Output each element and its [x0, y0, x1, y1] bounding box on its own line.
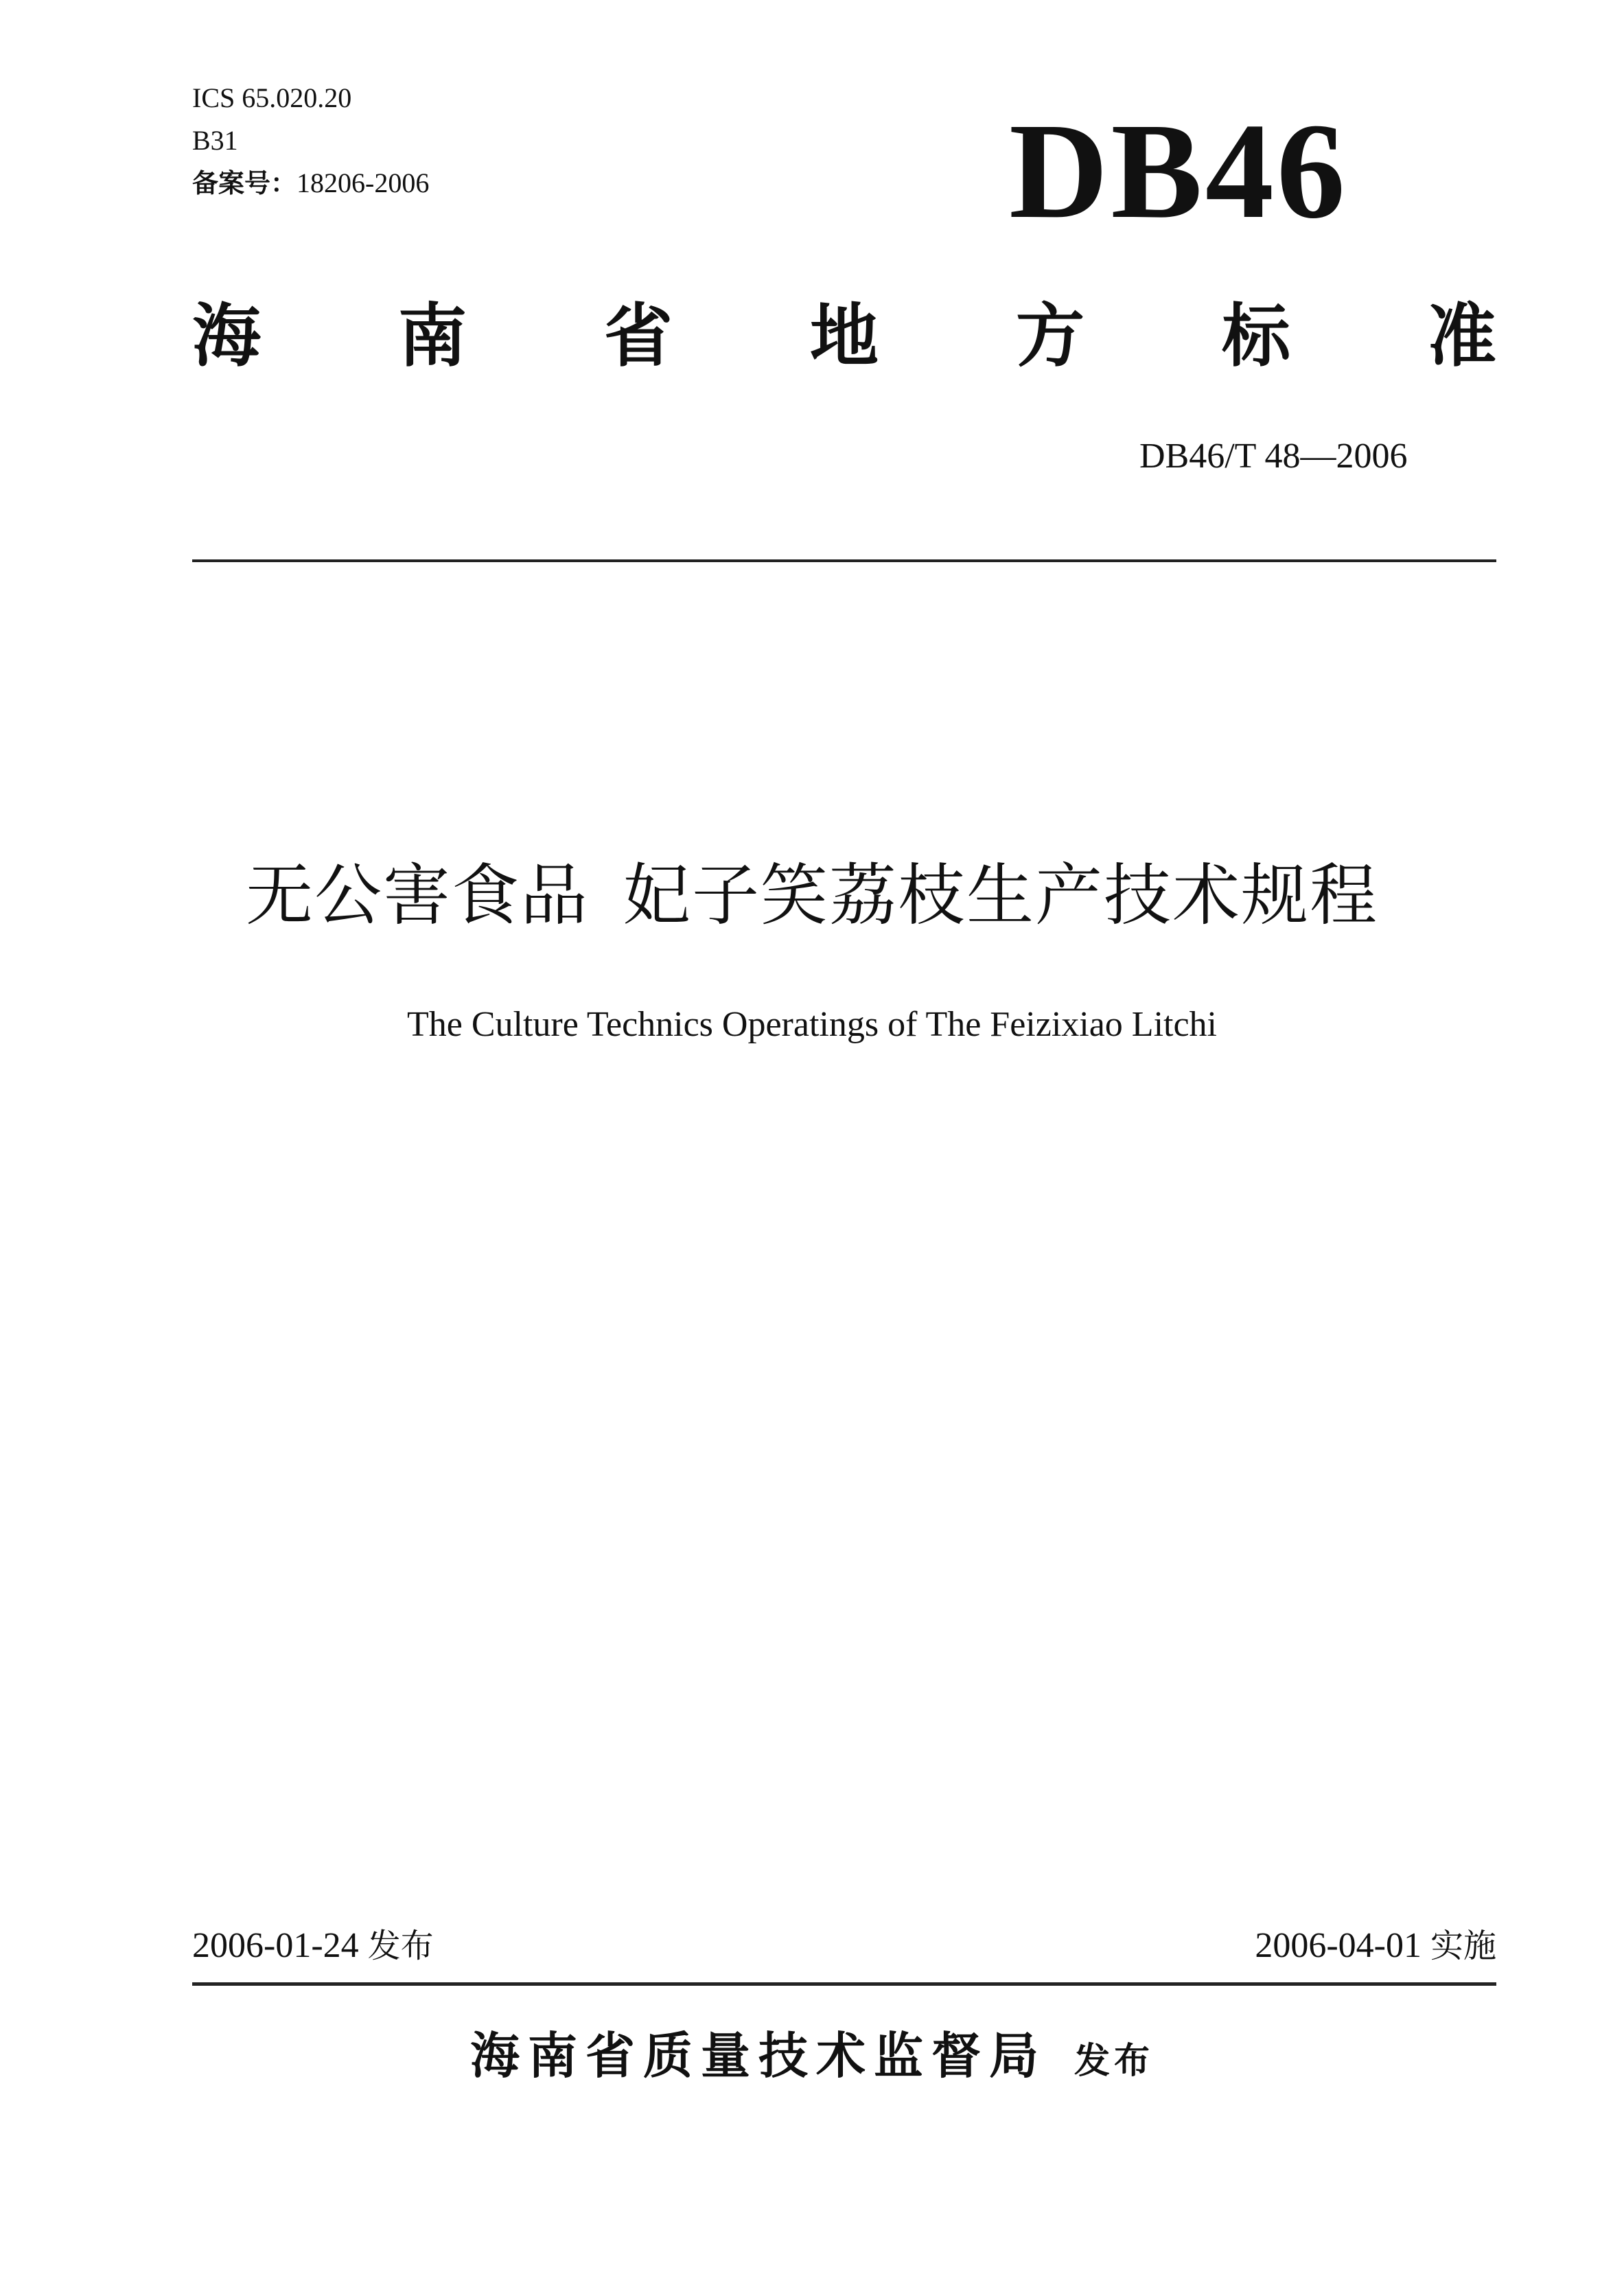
title-english: The Culture Technics Operatings of The Feizixiao Litchi	[406, 1005, 1217, 1044]
standard-type-char: 准	[1428, 296, 1496, 376]
standard-type-char: 南	[398, 296, 467, 376]
issue-date-line	[192, 1922, 434, 1970]
standard-type-char: 地	[810, 296, 879, 376]
filing-number-line	[192, 162, 429, 205]
category-code: B31	[192, 125, 238, 156]
implement-date: 2006-04-01	[1255, 1926, 1422, 1965]
title-chinese	[0, 851, 1624, 940]
standard-type-heading	[192, 295, 1496, 378]
ics-code: ICS 65.020.20	[192, 82, 352, 113]
issue-date: 2006-01-24	[192, 1926, 359, 1965]
top-divider	[192, 559, 1496, 562]
filing-label: 备案号：	[192, 168, 297, 198]
standard-code: DB46	[1009, 95, 1348, 247]
standard-type-char: 省	[604, 296, 673, 376]
issue-label: 发布	[367, 1927, 434, 1965]
publisher-line	[0, 2018, 1624, 2099]
publisher-name: 海南省质量技术监督局	[469, 2027, 1047, 2085]
bottom-divider	[192, 1982, 1496, 1986]
standard-type-char: 标	[1222, 296, 1290, 376]
publisher-suffix: 发布	[1074, 2041, 1155, 2082]
title-chinese-part2: 妃子笑荔枝生产技术规程	[623, 857, 1379, 935]
standard-type-char: 海	[192, 296, 261, 376]
standard-type-char: 方	[1016, 296, 1084, 376]
implement-label: 实施	[1430, 1927, 1496, 1965]
standard-number: DB46/T 48—2006	[1139, 437, 1408, 476]
filing-number: 18206-2006	[297, 167, 430, 198]
implement-date-line	[1255, 1922, 1496, 1970]
title-chinese-part1: 无公害食品	[245, 857, 589, 935]
classification-block	[192, 77, 429, 205]
